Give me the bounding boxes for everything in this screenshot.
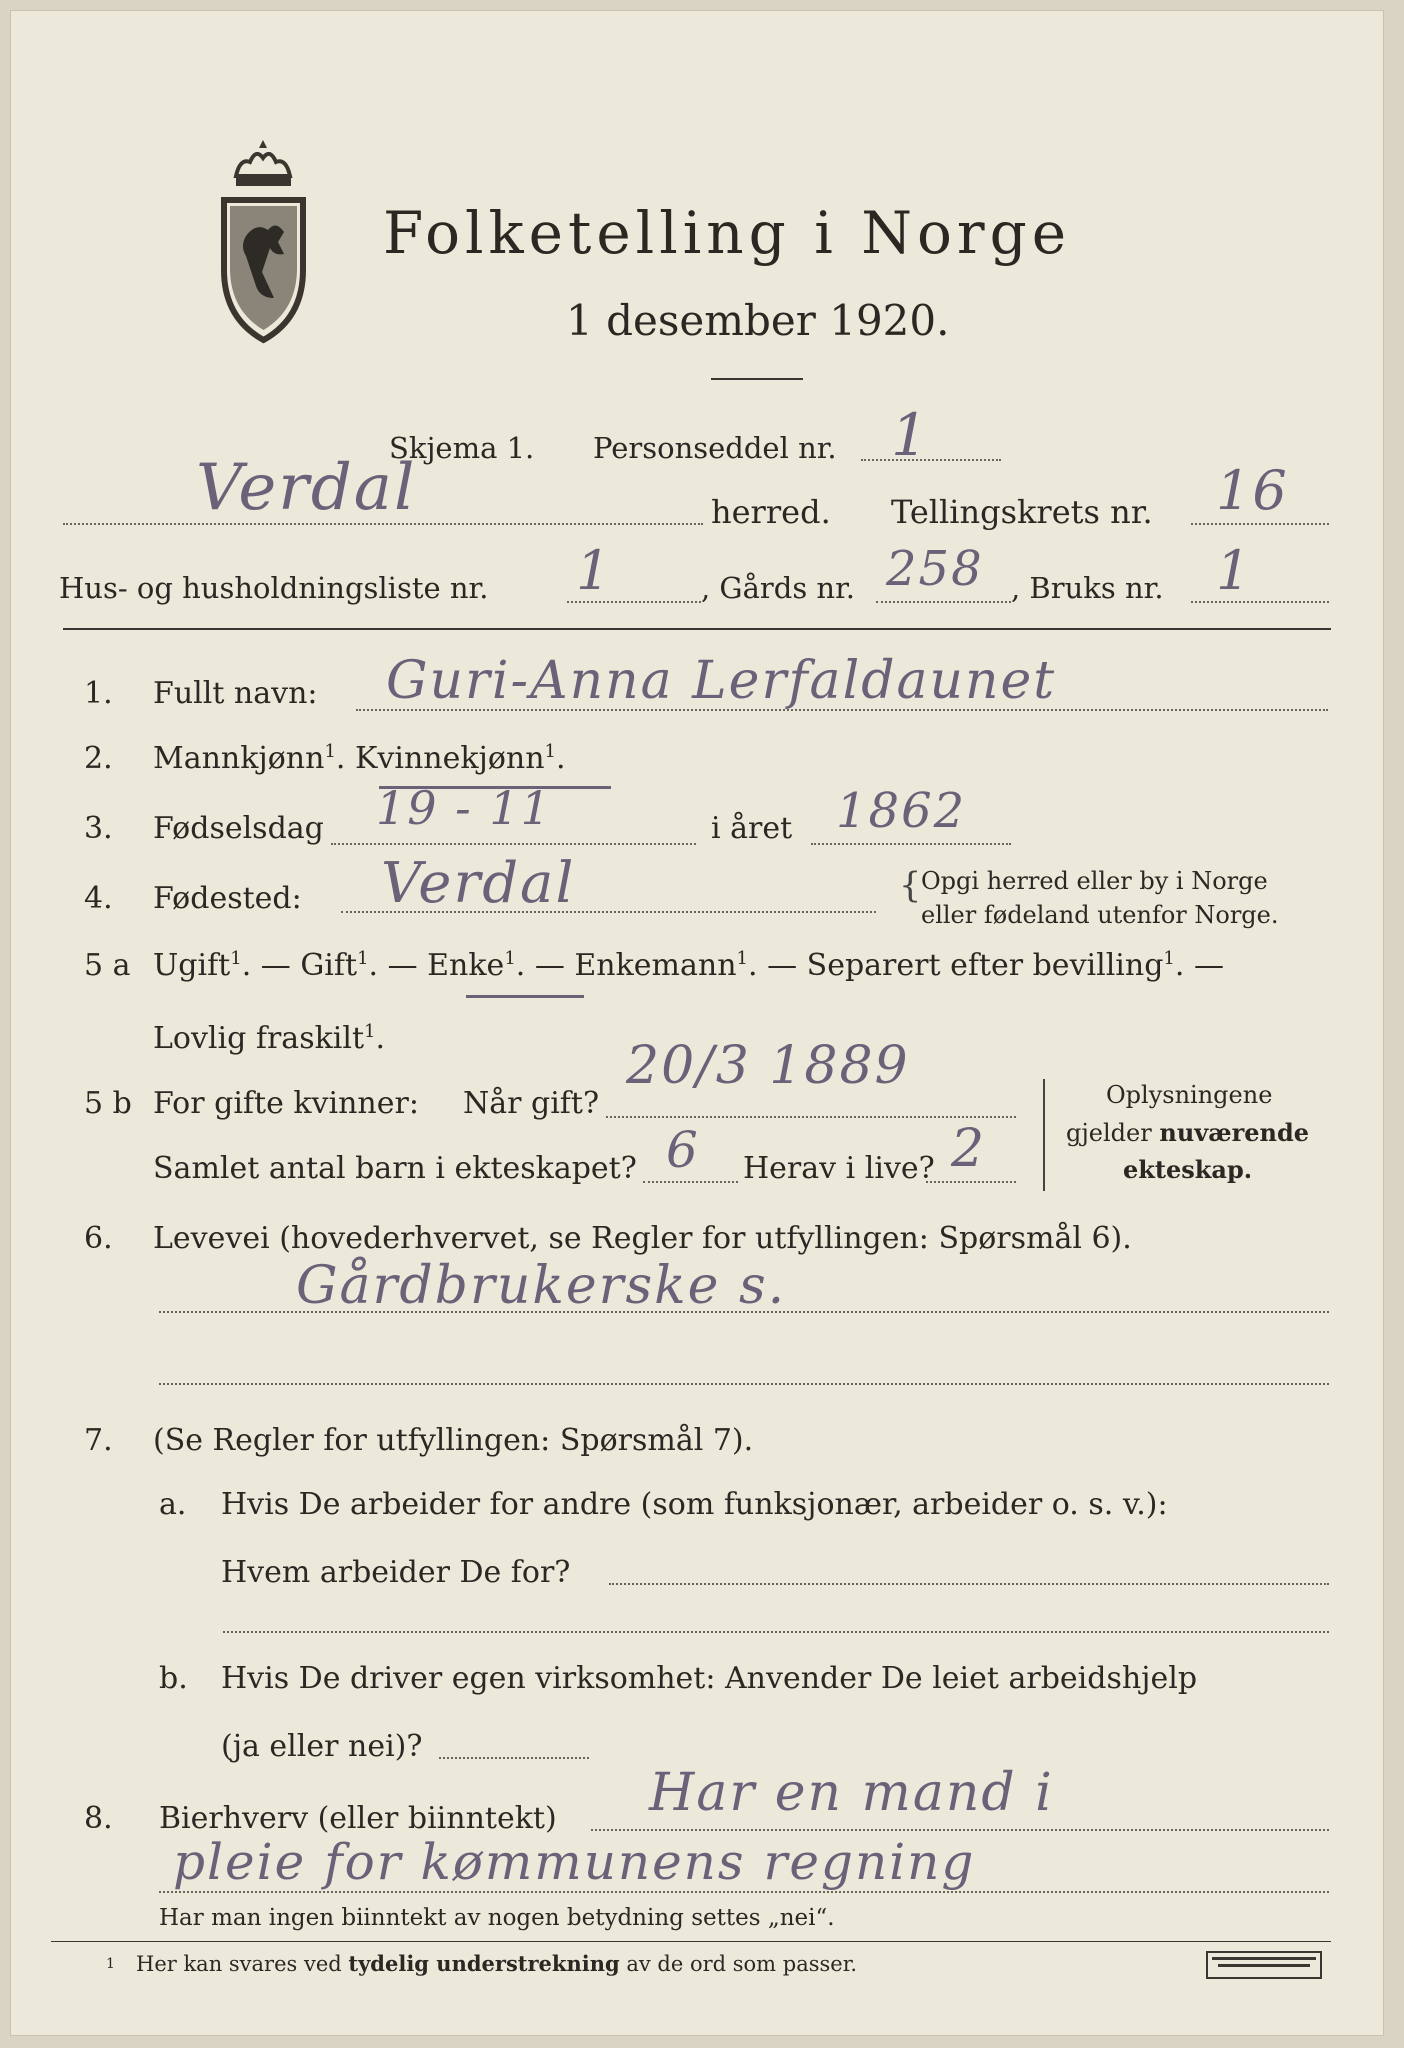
barn-label: Samlet antal barn i ekteskapet? (153, 1151, 637, 1186)
birthday-value[interactable]: 19 - 11 (376, 781, 552, 835)
skjema-label: Skjema 1. (389, 431, 535, 465)
side-income-value-1[interactable]: Har en mand i (649, 1763, 1054, 1823)
q2-options: Mannkjønn$^1$. Kvinnekjønn$^1$. (153, 741, 566, 776)
q7-label: (Se Regler for utfyllingen: Spørsmål 7). (153, 1423, 754, 1458)
title-divider (711, 378, 803, 380)
tellingskrets-field-line (1191, 523, 1329, 525)
enke-option[interactable]: Enke (427, 948, 505, 983)
lovlig-fraskilt-option[interactable]: Lovlig fraskilt$^1$. (153, 1021, 386, 1056)
q7b-text: Hvis De driver egen virksomhet: Anvender De leiet arbeidshjelp (221, 1661, 1198, 1696)
hus-label: Hus- og husholdningsliste nr. (59, 571, 489, 605)
q7b-field-line[interactable] (439, 1757, 589, 1759)
year-label: i året (711, 811, 793, 846)
bruks-label: , Bruks nr. (1011, 571, 1164, 605)
enkemann-option[interactable]: Enkemann (574, 948, 737, 983)
q6-field-line-2 (159, 1383, 1329, 1385)
q8-label: Bierhverv (eller biinntekt) (159, 1801, 557, 1836)
naar-gift-field-line (606, 1116, 1016, 1118)
q8-number: 8. (84, 1801, 113, 1836)
q7b-number: b. (159, 1661, 188, 1696)
header-rule (63, 628, 1331, 630)
tellingskrets-label: Tellingskrets nr. (891, 493, 1153, 531)
marital-status-options: Ugift$^1$. — Gift$^1$. — Enke$^1$. — Enkemann$^1$. — Separert efter bevilling$^1$. — (153, 948, 1224, 983)
form-date: 1 desember 1920. (566, 296, 950, 345)
birthplace-note-1: Opgi herred eller by i Norge (921, 867, 1268, 895)
male-option[interactable]: Mannkjønn (153, 741, 325, 776)
gards-field-line (876, 601, 1011, 603)
q8-field-line-1 (591, 1829, 1329, 1831)
footnote-mark: 1 (106, 1956, 115, 1972)
printer-stamp (1206, 1951, 1322, 1979)
occupation-value[interactable]: Gårdbrukerske s. (296, 1256, 787, 1316)
q6-label: Levevei (hovederhvervet, se Regler for utfyllingen: Spørsmål 6). (153, 1221, 1132, 1256)
birthplace-note-2: eller fødeland utenfor Norge. (921, 901, 1279, 929)
census-form: Folketelling i Norge 1 desember 1920. Skjema 1. Personseddel nr. 1 Verdal herred. Tellingskrets nr. 16 Hus- og husholdningsliste nr. 1 , Gårds nr. 258 , Bruks nr. 1 1. Fullt navn: Guri-Anna Lerfaldaunet 2. Mannkjønn$^1$. Kvinnekjønn$^1$. 3. Fødselsdag 19 - 11 i året 1862 4. Fødested: Verdal { Opgi herred eller by i Norge eller fødeland utenfor Norge. 5 a Ugift$^1$. — Gift$^1$. — Enke$^1$. — Enkemann$^1$. — Separert efter bevilling$^1$. — Lovlig fraskilt$^1$. 5 b For gifte kvinner: Når gift? 20/3 1889 Samlet antal barn i ekteskapet? 6 Herav i live? 2 Oplysningene gjelder nuværende ekteskap. 6. Levevei (hovederhvervet, se Regler for utfyllingen: Spørsmål 6). Gårdbrukerske s. 7. (Se Regler for utfyllingen: Spørsmål 7). a. Hvis De arbeider for andre (som funksjonær, arbeider o. s. v.): Hvem arbeider De for? b. Hvis De driver egen virksomhet: Anvender De leiet arbeidshjelp (ja eller nei)? 8. Bierhverv (eller biinntekt) Har en mand i pleie for kømmunens regning Har man ingen biinntekt av nogen betydning settes „nei“. 1 Her kan svares ved tydelig understrekning av de ord som passer. (10, 10, 1384, 2036)
q5b-note-bracket (1043, 1079, 1045, 1191)
q2-number: 2. (84, 741, 113, 776)
enke-underline (466, 995, 584, 998)
q4-label: Fødested: (153, 881, 302, 916)
q3-label: Fødselsdag (153, 811, 324, 846)
naar-gift-value[interactable]: 20/3 1889 (626, 1036, 910, 1096)
q5b-number: 5 b (84, 1086, 132, 1121)
personseddel-label: Personseddel nr. (593, 431, 837, 465)
q7a-field-line-1[interactable] (609, 1583, 1329, 1585)
gards-value[interactable]: 258 (886, 541, 984, 597)
q5a-number: 5 a (84, 948, 131, 983)
bruks-value[interactable]: 1 (1216, 539, 1253, 602)
q1-number: 1. (84, 676, 113, 711)
q7a-question: Hvem arbeider De for? (221, 1555, 571, 1590)
naar-gift-label: Når gift? (463, 1086, 600, 1121)
q5b-note-1: Oplysningene (1106, 1081, 1273, 1109)
side-income-value-2[interactable]: pleie for kømmunens regning (173, 1833, 976, 1891)
birthday-field-line (331, 843, 696, 845)
gards-label: , Gårds nr. (701, 571, 855, 605)
q8-note: Har man ingen biinntekt av nogen betydning settes „nei“. (159, 1905, 835, 1931)
herred-value[interactable]: Verdal (196, 451, 417, 525)
full-name-value[interactable]: Guri-Anna Lerfaldaunet (386, 651, 1057, 711)
tellingskrets-value[interactable]: 16 (1216, 459, 1289, 522)
separert-option[interactable]: Separert efter bevilling (806, 948, 1164, 983)
barn-field-line (643, 1181, 738, 1183)
personseddel-value[interactable]: 1 (891, 401, 930, 469)
birthplace-value[interactable]: Verdal (381, 851, 576, 916)
live-label: Herav i live? (743, 1151, 935, 1186)
ugift-option[interactable]: Ugift (153, 948, 231, 983)
year-value[interactable]: 1862 (836, 783, 967, 839)
q1-label: Fullt navn: (153, 676, 318, 711)
hus-value[interactable]: 1 (576, 539, 613, 602)
footnote-rule (51, 1941, 1331, 1942)
q7a-field-line-2[interactable] (223, 1631, 1329, 1633)
personseddel-field-line (861, 459, 1001, 461)
live-field-line (926, 1181, 1016, 1183)
footnote-text: Her kan svares ved tydelig understrekning av de ord som passer. (136, 1951, 858, 1976)
coat-of-arms-icon (216, 136, 311, 351)
year-field-line (811, 843, 1011, 845)
q6-number: 6. (84, 1221, 113, 1256)
gift-option[interactable]: Gift (300, 948, 358, 983)
q5b-note-2: gjelder nuværende (1066, 1118, 1310, 1147)
q8-field-line-2 (159, 1891, 1329, 1893)
q5b-note-3: ekteskap. (1123, 1155, 1253, 1184)
live-value[interactable]: 2 (951, 1119, 987, 1179)
q7a-text: Hvis De arbeider for andre (som funksjonær, arbeider o. s. v.): (221, 1487, 1168, 1522)
barn-value[interactable]: 6 (666, 1121, 700, 1179)
q5b-label: For gifte kvinner: (153, 1086, 419, 1121)
female-option[interactable]: Kvinnekjønn (354, 741, 545, 776)
q7a-number: a. (159, 1487, 187, 1522)
q3-number: 3. (84, 811, 113, 846)
form-title: Folketelling i Norge (383, 199, 1072, 267)
q7-number: 7. (84, 1423, 113, 1458)
q7b-question: (ja eller nei)? (221, 1729, 423, 1764)
herred-label: herred. (711, 493, 831, 531)
bruks-field-line (1191, 601, 1329, 603)
q4-number: 4. (84, 881, 113, 916)
